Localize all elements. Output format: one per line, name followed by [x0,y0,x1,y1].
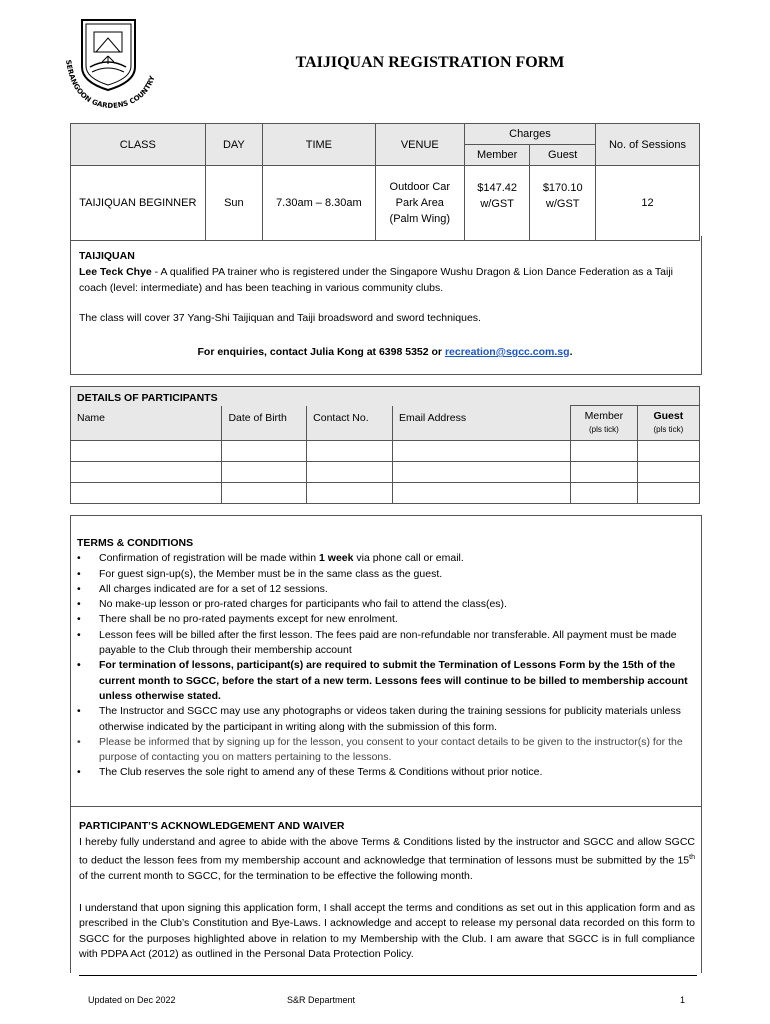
member-tick-cell[interactable] [571,482,638,503]
col-member-tick [571,406,638,441]
guest-tick-note: (pls tick) [653,424,684,434]
term-item: • The Club reserves the sole right to amend any of these Terms & Conditions without prior notice. [99,765,693,780]
footer-department: S&R Department [287,995,356,1005]
col-dob: Date of Birth [222,406,307,441]
trainer-name: Lee Teck Chye [79,266,152,278]
info-heading: TAIJIQUAN [79,250,135,262]
class-venue [375,166,464,241]
trainer-info [79,264,693,296]
term-item: • For guest sign-up(s), the Member must be in the same class as the guest. [99,567,693,582]
member-price: $147.42 [477,182,518,194]
terms-heading: TERMS & CONDITIONS [77,537,194,549]
enquiry-line [70,346,700,358]
term-item: • All charges indicated are for a set of 12 sessions. [99,582,693,597]
term-item: • There shall be no pro-rated payments except for new enrolment. [99,612,693,627]
term-item: • No make-up lesson or pro-rated charges for participants who fail to attend the class(es). [99,597,693,612]
guest-label: Guest [653,409,684,422]
guest-price: $170.10 [542,182,583,194]
dob-cell[interactable] [222,461,307,482]
participant-row [71,482,700,503]
term-item: • Please be informed that by signing up for the lesson, you consent to your contact details to be given to the instructor(s) for the purpose of contacting you on matters pertaining to the lessons. [99,735,693,766]
venue-line-3: (Palm Wing) [389,213,451,225]
footer-page-number: 1 [680,995,686,1005]
ack-heading: PARTICIPANT’S ACKNOWLEDGEMENT AND WAIVER [79,820,345,832]
trainer-desc: - A qualified PA trainer who is registered under the Singapore Wushu Dragon & Lion Dance Federation as a Taiji coach (level: intermediate) and has been teaching in various community clubs. [79,266,673,294]
participant-row [71,461,700,482]
term-text: Confirmation of registration will be made within [99,552,320,565]
term-item: • The Instructor and SGCC may use any photographs or videos taken during the training sessions for publicity materials unless otherwise indicated by the participant in writing along with the submission of this form. [99,704,693,735]
venue-line-1: Outdoor Car [389,181,451,193]
ack-sup: th [689,854,695,861]
email-cell[interactable] [393,440,571,461]
enquiry-email-link[interactable]: recreation@sgcc.com.sg [444,346,570,358]
contact-cell[interactable] [307,461,393,482]
member-charge [464,166,530,241]
member-tick-cell[interactable] [571,461,638,482]
member-tick-cell[interactable] [571,440,638,461]
class-table [70,123,700,241]
term-bold: 1 week [319,552,354,565]
member-tick-note: (pls tick) [588,424,619,434]
class-cover: The class will cover 37 Yang-Shi Taijiquan and Taiji broadsword and sword techniques. [79,312,481,324]
guest-tick-cell[interactable] [637,482,699,503]
term-item: • For termination of lessons, participant(s) are required to submit the Termination of Lessons Form by the 15th of the current month to SGCC, before the start of a new term. Lessons fees will continue to be billed to membership account unless otherwise stated. [99,658,693,704]
col-contact: Contact No. [307,406,393,441]
ack-paragraph-2: I understand that upon signing this application form, I shall accept the terms and conditions as set out in this application form and as prescribed in the Club’s Constitution and Bye-Laws. I acknowledge and accept to release my personal data recorded on this form to SGCC for the purposes highlighted above in relation to my Membership with the Club. I am aware that SGCC is in full compliance with PDPA Act (2012) as outlined in the Personal Data Protection Policy. [79,901,695,960]
signature-line[interactable] [79,967,697,976]
dob-cell[interactable] [222,440,307,461]
col-member: Member [464,145,530,166]
col-guest: Guest [530,145,596,166]
contact-cell[interactable] [307,482,393,503]
guest-tick-cell[interactable] [637,461,699,482]
ack-text: of the current month to SGCC, for the termination to be effective the following month. [79,870,473,882]
ack-text: I hereby fully understand and agree to abide with the above Terms & Conditions listed by the instructor and SGCC and allow SGCC to deduct the lesson fees from my membership account and acknowledge that termination of lessons must be submitted by the 15 [79,835,695,867]
name-cell[interactable] [71,440,222,461]
footer-updated: Updated on Dec 2022 [88,995,176,1005]
email-cell[interactable] [393,461,571,482]
enquiry-text: For enquiries, contact Julia Kong at 6398 5352 or [197,346,445,358]
enquiry-end: . [569,346,573,358]
dob-cell[interactable] [222,482,307,503]
name-cell[interactable] [71,461,222,482]
ack-paragraph-1 [79,835,695,885]
class-time: 7.30am – 8.30am [263,166,376,241]
email-cell[interactable] [393,482,571,503]
participants-title: DETAILS OF PARTICIPANTS [71,387,700,406]
class-name: TAIJIQUAN BEGINNER [71,166,206,241]
participants-table [70,386,700,504]
class-row [71,166,700,241]
col-day: DAY [205,124,262,166]
col-guest-tick [637,406,699,441]
col-charges: Charges [464,124,595,145]
terms-section [70,515,702,807]
term-text: via phone call or email. [353,552,464,565]
acknowledgement-section [70,805,702,973]
sessions-count: 12 [595,166,699,241]
contact-cell[interactable] [307,440,393,461]
col-email: Email Address [393,406,571,441]
col-time: TIME [263,124,376,166]
page-title: TAIJIQUAN REGISTRATION FORM [295,54,565,71]
col-name: Name [71,406,222,441]
col-class: CLASS [71,124,206,166]
guest-tick-cell[interactable] [637,440,699,461]
member-label: Member [584,409,624,422]
guest-gst: w/GST [545,198,580,210]
name-cell[interactable] [71,482,222,503]
logo-text: SERANGOON GARDENS COUNTRY [64,59,157,111]
venue-line-2: Park Area [395,197,444,209]
col-venue: VENUE [375,124,464,166]
col-sessions: No. of Sessions [595,124,699,166]
member-gst: w/GST [480,198,514,210]
terms-list [77,551,693,780]
term-item: • Lesson fees will be billed after the first lesson. The fees paid are non-refundable nor transferable. All payment must be made payable to the Club through their membership account [99,628,693,659]
term-item [99,551,693,566]
class-day: Sun [205,166,262,241]
guest-charge [530,166,596,241]
participant-row [71,440,700,461]
